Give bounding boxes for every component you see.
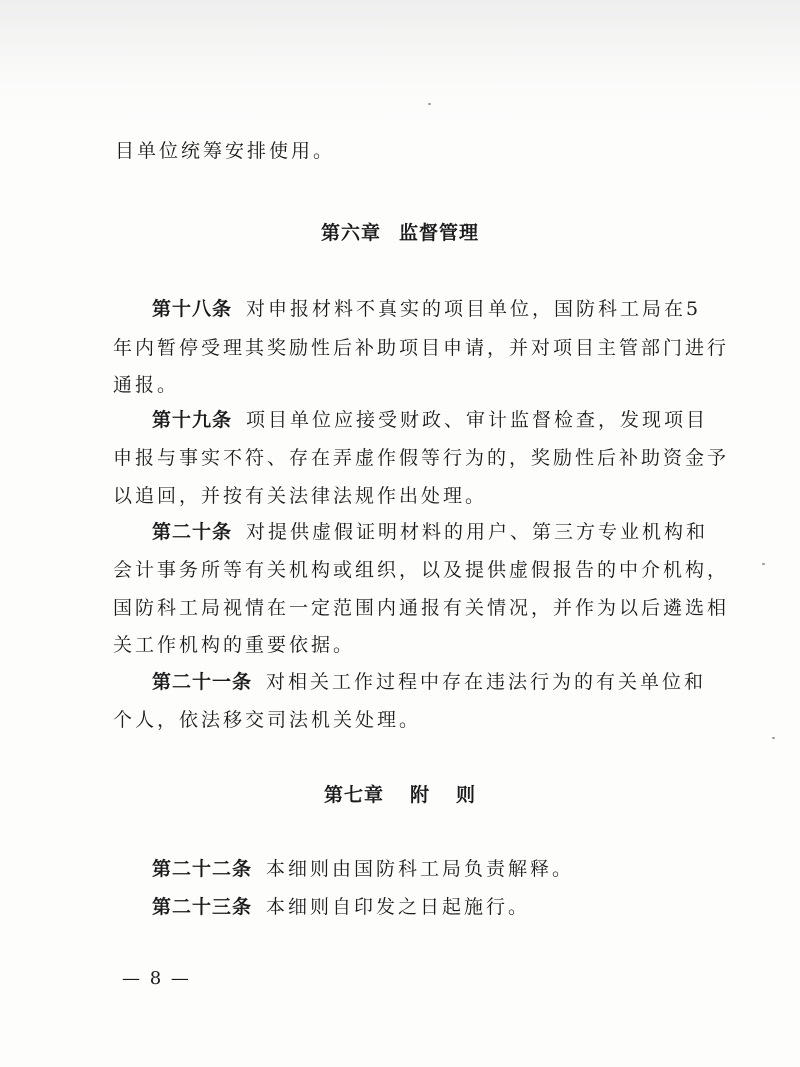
article-19-line-1 [152,405,708,432]
chapter-7-number: 第七章 [323,784,384,806]
article-23-text-1: 本细则自印发之日起施行。 [266,896,531,918]
article-19-text-2: 申报与事实不符、存在弄虚作假等行为的，奖励性后补助资金予 [113,447,730,469]
article-18-number: 第十八条 [152,298,233,320]
page-number: — 8 — [122,968,191,989]
scan-speck [772,737,775,739]
article-21-text-2: 个人，依法移交司法机关处理。 [113,709,422,731]
article-22-number: 第二十二条 [152,858,253,880]
article-19-text-3: 以追回，并按有关法律法规作出处理。 [113,485,488,507]
article-21-line-2 [113,705,421,732]
scan-shading [0,0,800,130]
article-20-line-1 [152,517,708,544]
article-18-text-2: 年内暂停受理其奖励性后补助项目申请，并对项目主管部门进行 [113,337,730,359]
article-20-text-3: 国防科工局视情在一定范围内通报有关情况，并作为以后遴选相 [113,597,730,619]
chapter-7-title-part2: 则 [456,784,477,806]
chapter-7-heading [0,780,800,807]
article-21-number: 第二十一条 [152,671,253,693]
article-20-line-3 [113,593,729,620]
scan-speck [762,563,765,565]
article-20-text-2: 会计事务所等有关机构或组织，以及提供虚假报告的中介机构， [113,559,730,581]
chapter-7-title-part1: 附 [409,784,430,806]
article-20-text-1: 对提供虚假证明材料的用户、第三方专业机构和 [246,521,709,543]
article-23-number: 第二十三条 [152,896,253,918]
scan-speck [428,103,431,105]
continuation-line: 目单位统筹安排使用。 [115,140,336,162]
article-20-line-4 [113,630,355,657]
article-20-text-4: 关工作机构的重要依据。 [113,634,356,656]
chapter-6-title: 监督管理 [399,222,480,244]
article-18-text-3: 通报。 [113,374,180,396]
chapter-6-number: 第六章 [320,222,381,244]
chapter-6-heading [0,218,800,245]
article-18-line-1 [152,294,701,321]
article-21-line-1 [152,667,706,694]
article-22-text-1: 本细则由国防科工局负责解释。 [266,858,575,880]
article-21-text-1: 对相关工作过程中存在违法行为的有关单位和 [266,671,707,693]
article-20-line-2 [113,555,729,582]
article-18-text-1: 对申报材料不真实的项目单位，国防科工局在5 [246,298,702,320]
article-19-number: 第十九条 [152,409,233,431]
article-19-line-2 [113,443,729,470]
article-20-number: 第二十条 [152,521,233,543]
article-22-line-1 [152,854,574,881]
article-19-line-3 [113,481,487,508]
article-23-line-1 [152,892,530,919]
article-19-text-1: 项目单位应接受财政、审计监督检查，发现项目 [246,409,709,431]
article-18-line-2 [113,333,729,360]
continuation-text [115,136,335,163]
article-18-line-3 [113,370,179,397]
